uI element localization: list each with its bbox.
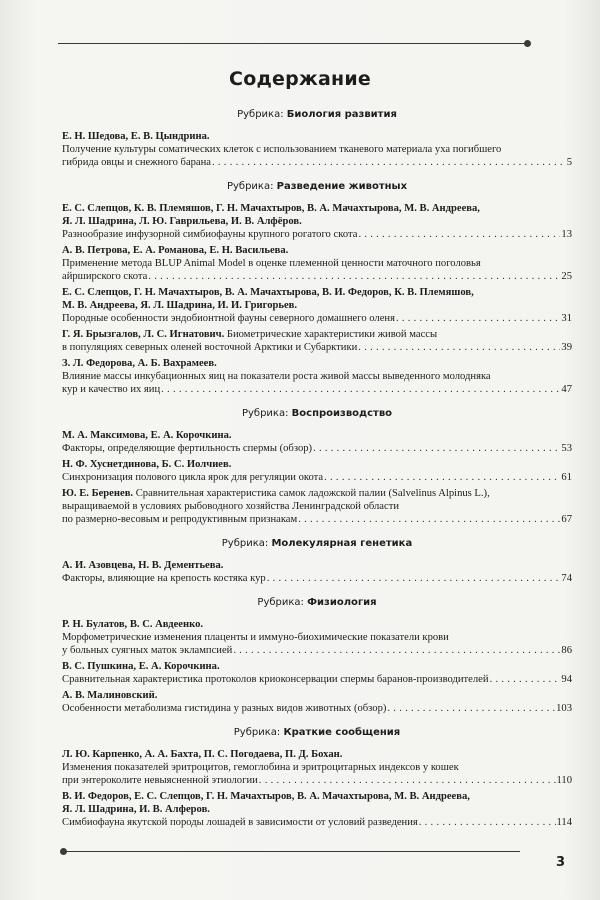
dot-leader <box>387 702 555 715</box>
entry-title-text: айрширского скота <box>62 271 148 282</box>
entry-authors: З. Л. Федорова, А. Б. Вахрамеев. <box>62 358 217 369</box>
entry-page-number: 47 <box>561 384 572 395</box>
toc-entry <box>62 286 572 325</box>
rubric-heading <box>62 407 572 420</box>
toc-entry <box>62 689 572 715</box>
entry-leader-line <box>62 774 572 787</box>
entry-leader-line <box>62 702 572 715</box>
dot-leader <box>313 442 560 455</box>
entry-authors: М. А. Максимова, Е. А. Корочкина. <box>62 430 232 441</box>
top-divider-dot <box>524 40 531 47</box>
rubric-heading <box>62 726 572 739</box>
bottom-divider <box>64 851 520 852</box>
entry-leader-line <box>62 816 572 829</box>
entry-authors: М. В. Андреева, Я. Л. Шадрина, И. И. Григорьев. <box>62 300 298 311</box>
entry-title-text: Особенности метаболизма гистидина у разных видов животных (обзор) <box>62 703 387 714</box>
toc-section <box>62 537 572 585</box>
toc-entry <box>62 429 572 455</box>
entry-authors: Е. С. Слепцов, Г. Н. Мачахтыров, В. А. Мачахтырова, В. И. Федоров, К. В. Племяшов, <box>62 287 474 298</box>
entry-title-line: Применение метода BLUP Animal Model в оценке племенной ценности маточного поголовья <box>62 258 481 269</box>
page-number: 3 <box>556 855 566 870</box>
entry-title-text: Сравнительная характеристика протоколов криоконсервации спермы баранов-производителей <box>62 674 489 685</box>
dot-leader <box>490 673 561 686</box>
entry-title-text: Породные особенности эндобионтной фауны северного домашнего оленя <box>62 313 395 324</box>
entry-title-text: Факторы, влияющие на крепость костяка кур <box>62 573 266 584</box>
rubric-name: Биология развития <box>286 109 397 120</box>
dot-leader <box>267 572 561 585</box>
dot-leader <box>358 228 560 241</box>
rubric-name: Воспроизводство <box>291 408 393 419</box>
toc-entry <box>62 559 572 585</box>
rubric-prefix: Рубрика: <box>221 538 272 549</box>
entry-title-line: Влияние массы инкубационных яиц на показатели роста живой массы выведенного молодняка <box>62 371 491 382</box>
entry-page-number: 94 <box>561 674 572 685</box>
entry-authors: А. В. Петрова, Е. А. Романова, Е. Н. Васильева. <box>62 245 289 256</box>
entry-page-number: 86 <box>561 645 572 656</box>
dot-leader <box>212 156 566 169</box>
entry-page-number: 61 <box>561 472 572 483</box>
table-of-contents <box>62 108 572 840</box>
top-divider <box>58 43 528 44</box>
rubric-heading <box>62 108 572 121</box>
entry-title-text: Синхронизация полового цикла ярок для регуляции окота <box>62 472 324 483</box>
entry-authors: В. С. Пушкина, Е. А. Корочкина. <box>62 661 220 672</box>
entry-page-number: 114 <box>556 817 572 828</box>
entry-page-number: 39 <box>561 342 572 353</box>
entry-authors: Л. Ю. Карпенко, А. А. Бахта, П. С. Погодаева, П. Д. Бохан. <box>62 749 343 760</box>
entry-authors: Ю. Е. Беренев. <box>62 488 134 499</box>
dot-leader <box>324 471 560 484</box>
entry-leader-line <box>62 673 572 686</box>
entry-authors: А. В. Малиновский. <box>62 690 158 701</box>
toc-section <box>62 108 572 169</box>
entry-page-number: 103 <box>556 703 572 714</box>
entry-title-text: в популяциях северных оленей восточной Арктики и Субарктики <box>62 342 358 353</box>
dot-leader <box>259 774 556 787</box>
toc-entry <box>62 357 572 396</box>
entry-leader-line <box>62 442 572 455</box>
entry-authors: Е. Н. Шедова, Е. В. Цындрина. <box>62 131 210 142</box>
rubric-name: Физиология <box>307 597 377 608</box>
entry-page-number: 74 <box>561 573 572 584</box>
toc-entry <box>62 458 572 484</box>
entry-title-text: гибрида овцы и снежного барана <box>62 157 212 168</box>
entry-title-text: Биометрические характеристики живой массы <box>224 329 438 340</box>
entry-title-text: у больных суягных маток эклампсией <box>62 645 233 656</box>
entry-authors: А. И. Азовцева, Н. В. Дементьева. <box>62 560 224 571</box>
toc-entry <box>62 130 572 169</box>
entry-title-text: Разнообразие инфузорной симбиофауны крупного рогатого скота <box>62 229 358 240</box>
rubric-heading <box>62 180 572 193</box>
entry-title-line: выращиваемой в условиях рыбоводного хозяйства Ленинградской области <box>62 501 400 512</box>
toc-entry <box>62 487 572 526</box>
entry-leader-line <box>62 644 572 657</box>
entry-title-line: Получение культуры соматических клеток с использованием тканевого материала уха погибшего <box>62 144 502 155</box>
entry-authors: Е. С. Слепцов, К. В. Племяшов, Г. Н. Мачахтыров, В. А. Мачахтырова, М. В. Андреева, <box>62 203 480 214</box>
entry-page-number: 67 <box>561 514 572 525</box>
entry-page-number: 5 <box>566 157 572 168</box>
toc-entry <box>62 328 572 354</box>
entry-title-text: Симбиофауна якутской породы лошадей в зависимости от условий разведения <box>62 817 418 828</box>
entry-leader-line <box>62 312 572 325</box>
entry-authors: В. И. Федоров, Е. С. Слепцов, Г. Н. Мачахтыров, В. А. Мачахтырова, М. В. Андреева, <box>62 791 470 802</box>
rubric-heading <box>62 537 572 550</box>
dot-leader <box>148 270 560 283</box>
entry-page-number: 31 <box>561 313 572 324</box>
dot-leader <box>358 341 560 354</box>
entry-leader-line <box>62 156 572 169</box>
entry-authors: Н. Ф. Хуснетдинова, Б. С. Иолчиев. <box>62 459 232 470</box>
rubric-prefix: Рубрика: <box>257 597 308 608</box>
toc-section <box>62 726 572 829</box>
dot-leader <box>298 513 560 526</box>
dot-leader <box>161 383 560 396</box>
toc-section <box>62 180 572 396</box>
dot-leader <box>419 816 556 829</box>
toc-section <box>62 407 572 526</box>
toc-entry <box>62 202 572 241</box>
entry-page-number: 25 <box>561 271 572 282</box>
entry-title-line: Изменения показателей эритроцитов, гемоглобина и эритроцитарных индексов у кошек <box>62 762 459 773</box>
entry-leader-line <box>62 513 572 526</box>
rubric-name: Молекулярная генетика <box>271 538 413 549</box>
entry-title-text: Факторы, определяющие фертильность спермы (обзор) <box>62 443 313 454</box>
toc-entry <box>62 618 572 657</box>
toc-entry <box>62 660 572 686</box>
entry-leader-line <box>62 270 572 283</box>
entry-page-number: 13 <box>561 229 572 240</box>
entry-title-text: по размерно-весовым и репродуктивным признакам <box>62 514 298 525</box>
toc-entry <box>62 244 572 283</box>
entry-leader-line <box>62 471 572 484</box>
entry-authors: Я. Л. Шадрина, Л. Ю. Гаврильева, И. В. Алфёров. <box>62 216 302 227</box>
entry-title-text: при энтероколите невыясненной этиологии <box>62 775 258 786</box>
dot-leader <box>233 644 560 657</box>
rubric-prefix: Рубрика: <box>237 109 287 120</box>
entry-page-number: 53 <box>561 443 572 454</box>
entry-title-line: Морфометрические изменения плаценты и иммуно-биохимические показатели крови <box>62 632 449 643</box>
entry-authors: Р. Н. Булатов, В. С. Авдеенко. <box>62 619 204 630</box>
entry-page-number: 110 <box>556 775 572 786</box>
entry-title-line <box>62 328 572 341</box>
toc-section <box>62 596 572 715</box>
rubric-name: Разведение животных <box>276 181 408 192</box>
toc-entry <box>62 790 572 829</box>
rubric-prefix: Рубрика: <box>226 181 277 192</box>
page-title: Содержание <box>229 68 371 90</box>
entry-authors: Я. Л. Шадрина, И. В. Алферов. <box>62 804 210 815</box>
rubric-heading <box>62 596 572 609</box>
rubric-prefix: Рубрика: <box>241 408 292 419</box>
toc-entry <box>62 748 572 787</box>
entry-leader-line <box>62 383 572 396</box>
entry-leader-line <box>62 341 572 354</box>
dot-leader <box>396 312 560 325</box>
entry-leader-line <box>62 228 572 241</box>
bottom-divider-dot <box>60 848 67 855</box>
entry-authors: Г. Я. Брызгалов, Л. С. Игнатович. <box>62 329 225 340</box>
rubric-prefix: Рубрика: <box>233 727 284 738</box>
rubric-name: Краткие сообщения <box>283 727 401 738</box>
entry-leader-line <box>62 572 572 585</box>
entry-title-line <box>62 487 572 500</box>
entry-title-text: кур и качество их яиц <box>62 384 161 395</box>
entry-title-text: Сравнительная характеристика самок ладожской палии (Salvelinus Alpinus L.), <box>133 488 490 499</box>
